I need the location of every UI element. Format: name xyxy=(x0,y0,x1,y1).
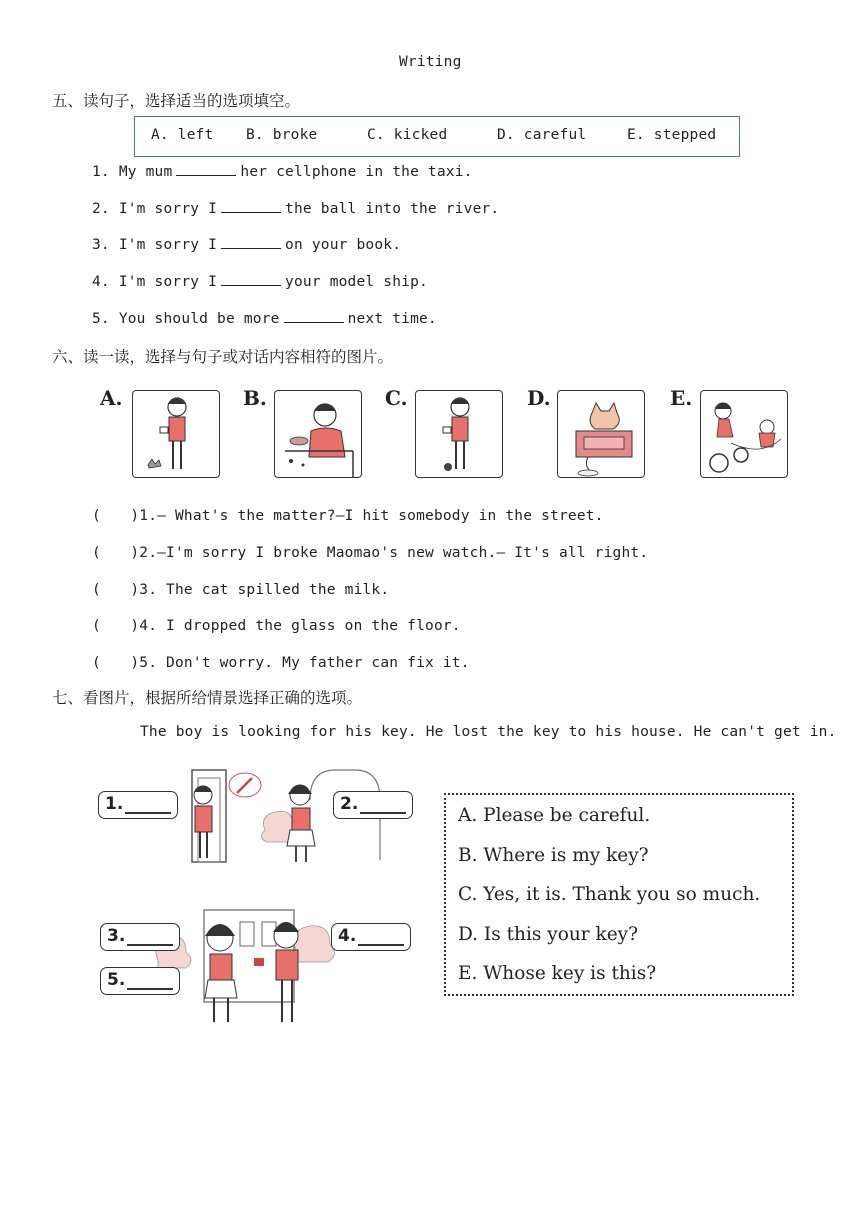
item-number: 5. xyxy=(92,311,110,327)
section5-heading: 五、读句子，选择适当的选项填空。 xyxy=(52,92,301,110)
match-item-3: ( )3. The cat spilled the milk. xyxy=(92,582,390,598)
match-item-4: ( )4. I dropped the glass on the floor. xyxy=(92,618,461,634)
fill-item-4 xyxy=(92,274,428,290)
page-title: Writing xyxy=(399,54,462,70)
picture-label-a: A. xyxy=(100,386,123,410)
picture-c xyxy=(415,390,503,478)
bubble-number: 1. xyxy=(105,794,124,814)
speech-bubble-5 xyxy=(100,967,180,995)
answer-line[interactable] xyxy=(127,974,173,990)
option-a: A. left xyxy=(151,127,214,143)
answer-options-box xyxy=(444,793,794,996)
boy-with-toy-illustration xyxy=(416,391,503,478)
option-c: C. kicked xyxy=(367,127,448,143)
item-after: next time. xyxy=(347,311,437,327)
picture-e xyxy=(700,390,788,478)
picture-label-d: D. xyxy=(527,386,551,410)
item-before: You should be more xyxy=(118,311,280,327)
item-number: 3. xyxy=(92,237,110,253)
answer-blank[interactable] xyxy=(221,284,281,286)
answer-blank[interactable] xyxy=(284,321,344,323)
section6-heading: 六、读一读，选择与句子或对话内容相符的图片。 xyxy=(52,348,394,366)
fill-item-2 xyxy=(92,201,499,217)
picture-label-c: C. xyxy=(385,386,408,410)
answer-option-d: D. Is this your key? xyxy=(458,924,639,945)
item-before: My mum xyxy=(118,164,173,180)
item-after: her cellphone in the taxi. xyxy=(240,164,473,180)
item-number: 1. xyxy=(92,164,110,180)
fill-item-3 xyxy=(92,237,401,253)
answer-option-a: A. Please be careful. xyxy=(458,805,651,826)
scenario-intro: The boy is looking for his key. He lost the key to his house. He can't get in. xyxy=(140,724,837,740)
fill-item-1 xyxy=(92,164,473,180)
answer-line[interactable] xyxy=(125,798,171,814)
answer-line[interactable] xyxy=(360,798,406,814)
option-b: B. broke xyxy=(246,127,318,143)
answer-blank[interactable] xyxy=(221,247,281,249)
bubble-number: 2. xyxy=(340,794,359,814)
item-before: I'm sorry I xyxy=(118,237,218,253)
options-box xyxy=(134,116,740,157)
speech-bubble-1 xyxy=(98,791,178,819)
item-after: the ball into the river. xyxy=(285,201,500,217)
item-after: your model ship. xyxy=(285,274,428,290)
answer-blank[interactable] xyxy=(221,211,281,213)
item-after: on your book. xyxy=(285,237,402,253)
picture-b xyxy=(274,390,362,478)
item-number: 2. xyxy=(92,201,110,217)
section7-heading: 七、看图片，根据所给情景选择正确的选项。 xyxy=(52,689,363,707)
picture-label-e: E. xyxy=(670,386,693,410)
option-d: D. careful xyxy=(497,127,587,143)
picture-a xyxy=(132,390,220,478)
match-item-2: ( )2.—I'm sorry I broke Maomao's new watch.— It's all right. xyxy=(92,545,649,561)
match-item-5: ( )5. Don't worry. My father can fix it. xyxy=(92,655,470,671)
answer-option-c: C. Yes, it is. Thank you so much. xyxy=(458,884,761,905)
bike-accident-illustration xyxy=(701,391,788,478)
speech-bubble-2 xyxy=(333,791,413,819)
item-before: I'm sorry I xyxy=(118,201,218,217)
match-item-1: ( )1.— What's the matter?—I hit somebody in the street. xyxy=(92,508,604,524)
cat-spilling-milk-illustration xyxy=(558,391,645,478)
answer-line[interactable] xyxy=(127,930,173,946)
option-e: E. stepped xyxy=(627,127,717,143)
bubble-number: 5. xyxy=(107,970,126,990)
boy-holding-glass-illustration xyxy=(133,391,220,478)
speech-bubble-4 xyxy=(331,923,411,951)
picture-d xyxy=(557,390,645,478)
bubble-number: 4. xyxy=(338,926,357,946)
speech-bubble-3 xyxy=(100,923,180,951)
answer-option-e: E. Whose key is this? xyxy=(458,963,657,984)
item-before: I'm sorry I xyxy=(118,274,218,290)
answer-option-b: B. Where is my key? xyxy=(458,845,649,866)
answer-blank[interactable] xyxy=(176,174,236,176)
boy-at-desk-illustration xyxy=(275,391,362,478)
item-number: 4. xyxy=(92,274,110,290)
picture-label-b: B. xyxy=(243,386,267,410)
answer-line[interactable] xyxy=(358,930,404,946)
fill-item-5 xyxy=(92,311,437,327)
bubble-number: 3. xyxy=(107,926,126,946)
